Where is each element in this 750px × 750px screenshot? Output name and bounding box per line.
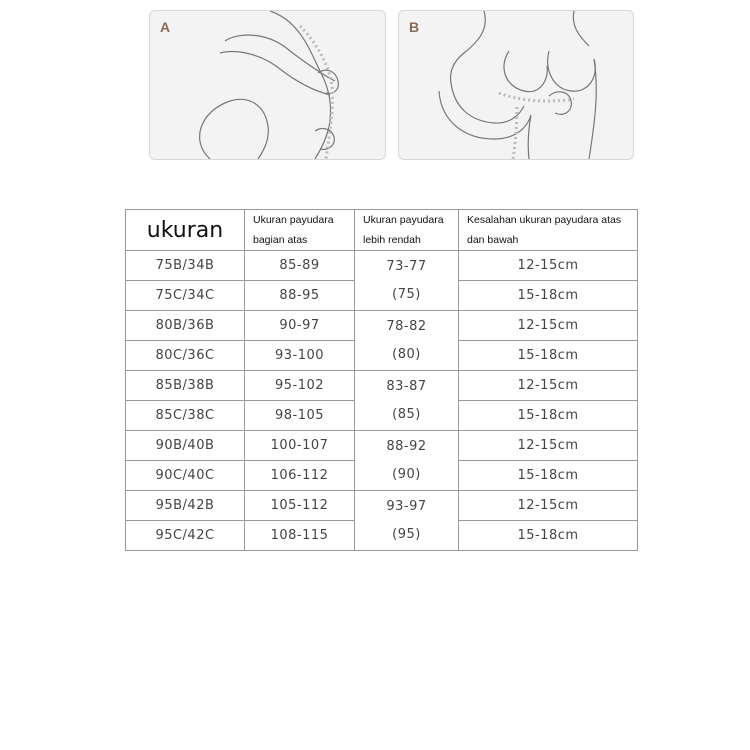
cell-size: 85B/38B — [126, 371, 245, 401]
cell-upper-bust: 90-97 — [245, 311, 355, 341]
cell-difference: 12-15cm — [459, 371, 638, 401]
cell-upper-bust: 108-115 — [245, 521, 355, 551]
cell-under-bust — [355, 371, 459, 431]
cell-upper-bust: 88-95 — [245, 281, 355, 311]
illustration-panel-b — [398, 10, 634, 160]
table-row — [126, 251, 638, 281]
under-bust-range: 93-97 — [386, 498, 427, 514]
under-bust-band: (80) — [392, 346, 421, 362]
panel-label-b: B — [409, 19, 420, 35]
under-bust-band: (85) — [392, 406, 421, 422]
table-row — [126, 371, 638, 401]
size-chart-table — [125, 209, 638, 551]
cell-size: 90C/40C — [126, 461, 245, 491]
cell-size: 85C/38C — [126, 401, 245, 431]
under-bust-band: (90) — [392, 466, 421, 482]
cell-under-bust — [355, 311, 459, 371]
cell-size: 75B/34B — [126, 251, 245, 281]
table-header-row — [126, 210, 638, 251]
cell-size: 80B/36B — [126, 311, 245, 341]
under-bust-band: (95) — [392, 526, 421, 542]
cell-size: 95C/42C — [126, 521, 245, 551]
cell-under-bust — [355, 251, 459, 311]
cell-upper-bust: 100-107 — [245, 431, 355, 461]
cell-difference: 15-18cm — [459, 521, 638, 551]
cell-difference: 12-15cm — [459, 431, 638, 461]
cell-size: 90B/40B — [126, 431, 245, 461]
measure-under-bust-illustration — [399, 11, 633, 159]
under-bust-range: 73-77 — [386, 258, 427, 274]
measure-upper-bust-illustration — [150, 11, 385, 159]
cell-difference: 12-15cm — [459, 311, 638, 341]
under-bust-range: 83-87 — [386, 378, 427, 394]
header-size: ukuran — [126, 210, 245, 251]
table-row — [126, 431, 638, 461]
cell-upper-bust: 98-105 — [245, 401, 355, 431]
cell-upper-bust: 105-112 — [245, 491, 355, 521]
under-bust-band: (75) — [392, 286, 421, 302]
cell-difference: 15-18cm — [459, 341, 638, 371]
header-difference: Kesalahan ukuran payudara atas dan bawah — [459, 210, 638, 251]
cell-difference: 12-15cm — [459, 491, 638, 521]
header-under-bust: Ukuran payudara lebih rendah — [355, 210, 459, 251]
cell-under-bust — [355, 431, 459, 491]
cell-difference: 12-15cm — [459, 251, 638, 281]
cell-difference: 15-18cm — [459, 401, 638, 431]
cell-upper-bust: 85-89 — [245, 251, 355, 281]
cell-difference: 15-18cm — [459, 281, 638, 311]
cell-size: 75C/34C — [126, 281, 245, 311]
table-row — [126, 311, 638, 341]
cell-under-bust — [355, 491, 459, 551]
cell-size: 80C/36C — [126, 341, 245, 371]
under-bust-range: 78-82 — [386, 318, 427, 334]
header-upper-bust: Ukuran payudara bagian atas — [245, 210, 355, 251]
table-row — [126, 491, 638, 521]
cell-upper-bust: 95-102 — [245, 371, 355, 401]
cell-size: 95B/42B — [126, 491, 245, 521]
cell-difference: 15-18cm — [459, 461, 638, 491]
cell-upper-bust: 106-112 — [245, 461, 355, 491]
under-bust-range: 88-92 — [386, 438, 427, 454]
cell-upper-bust: 93-100 — [245, 341, 355, 371]
illustration-panel-a — [149, 10, 386, 160]
panel-label-a: A — [160, 19, 171, 35]
